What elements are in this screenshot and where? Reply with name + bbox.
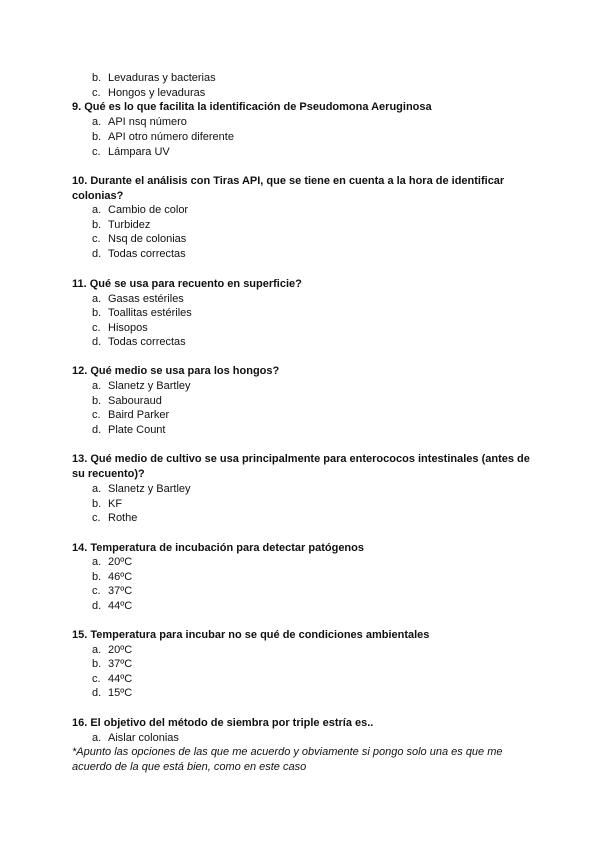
option-item: c. Baird Parker [92, 409, 170, 421]
option-item: b. 46ºC [92, 571, 133, 583]
option-item: c. Nsq de colonias [92, 233, 187, 245]
option-item: c. Hisopos [92, 322, 148, 334]
option-item: b. Levaduras y bacterias [92, 72, 216, 84]
option-item: b. Toallitas estériles [92, 307, 192, 319]
question-16-title: 16. El objetivo del método de siembra por triple estría es.. [72, 717, 374, 729]
option-item: d. Todas correctas [92, 336, 186, 348]
option-item: a. Slanetz y Bartley [92, 483, 191, 495]
option-item: c. Lámpara UV [92, 146, 170, 158]
question-12-title: 12. Qué medio se usa para los hongos? [72, 365, 280, 377]
question-9-title: 9. Qué es lo que facilita la identificación de Pseudomona Aeruginosa [72, 101, 432, 113]
option-item: c. 44ºC [92, 673, 133, 685]
option-item: b. KF [92, 498, 123, 510]
option-item: d. 44ºC [92, 600, 133, 612]
option-item: d. Todas correctas [92, 248, 186, 260]
question-10-title: 10. Durante el análisis con Tiras API, que se tiene en cuenta a la hora de identificar colonias? [72, 175, 505, 202]
option-item: c. Rothe [92, 512, 138, 524]
option-item: d. 15ºC [92, 687, 133, 699]
question-11-title: 11. Qué se usa para recuento en superficie? [72, 278, 302, 290]
option-item: b. 37ºC [92, 658, 133, 670]
question-15-title: 15. Temperatura para incubar no se qué de condiciones ambientales [72, 629, 430, 641]
option-item: a. API nsq número [92, 116, 187, 128]
option-item: b. API otro número diferente [92, 131, 234, 143]
option-item: a. Gasas estériles [92, 293, 184, 305]
option-item: c. 37ºC [92, 585, 133, 597]
question-14-title: 14. Temperatura de incubación para detectar patógenos [72, 542, 364, 554]
option-item: b. Turbidez [92, 219, 151, 231]
option-item: b. Sabouraud [92, 395, 162, 407]
footnote: *Apunto las opciones de las que me acuerdo y obviamente si pongo solo una es que me acuerdo de la que está bien, como en este caso [72, 746, 503, 773]
option-item: d. Plate Count [92, 424, 166, 436]
option-item: a. 20ºC [92, 644, 133, 656]
option-item: a. Aislar colonias [92, 732, 179, 744]
option-item: a. Slanetz y Bartley [92, 380, 191, 392]
option-item: c. Hongos y levaduras [92, 87, 206, 99]
option-item: a. Cambio de color [92, 204, 189, 216]
question-13-title: 13. Qué medio de cultivo se usa principalmente para enterococos intestinales (antes de su recuento)? [72, 453, 530, 480]
option-item: a. 20ºC [92, 556, 133, 568]
